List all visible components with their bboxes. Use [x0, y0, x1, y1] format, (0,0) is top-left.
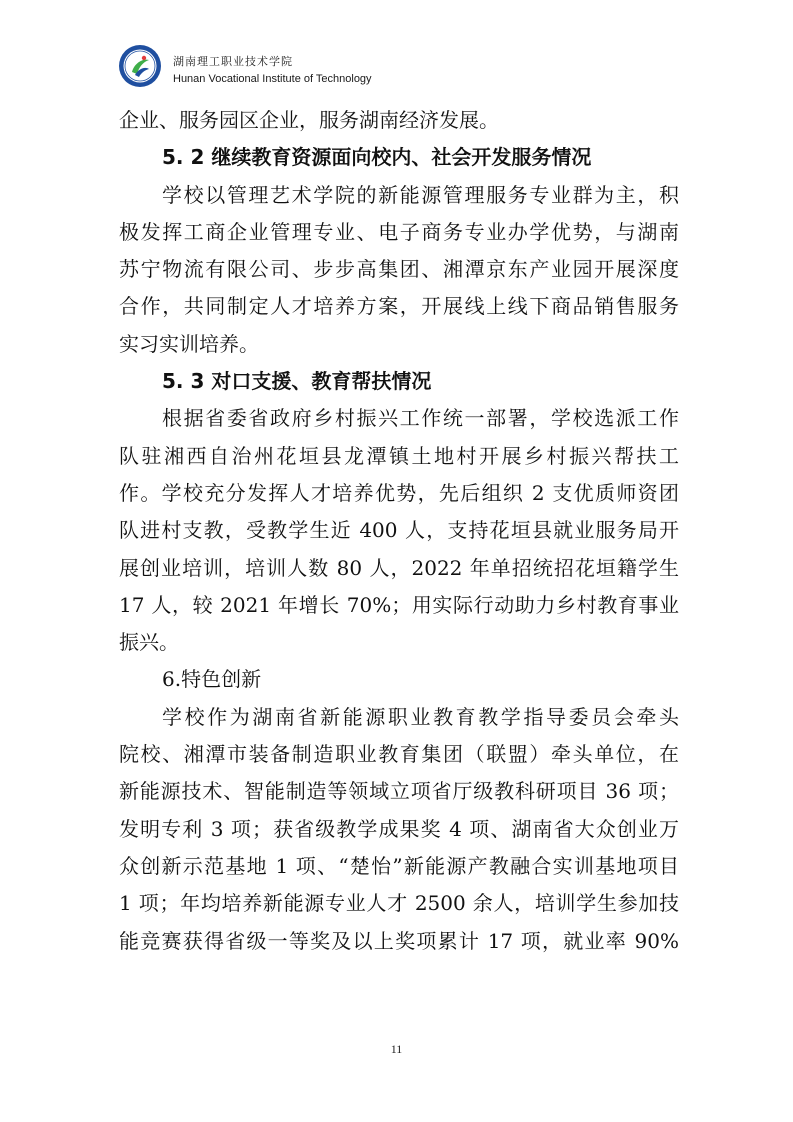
- paragraph-line: 学校作为湖南省新能源职业教育教学指导委员会牵头: [162, 704, 679, 729]
- paragraph-line: 苏宁物流有限公司、步步高集团、湘潭京东产业园开展深度: [119, 257, 679, 282]
- section-heading: 6.特色创新: [162, 667, 262, 692]
- paragraph-line: 实习实训培养。: [119, 331, 259, 356]
- paragraph-line: 发明专利 3 项；获省级教学成果奖 4 项、湖南省大众创业万: [119, 816, 679, 841]
- paragraph-line: 极发挥工商企业管理专业、电子商务专业办学优势，与湖南: [119, 219, 679, 244]
- section-heading: 5. 2 继续教育资源面向校内、社会开发服务情况: [162, 145, 592, 170]
- paragraph-line: 17 人，较 2021 年增长 70%；用实际行动助力乡村教育事业: [119, 592, 679, 617]
- paragraph-line: 能竞赛获得省级一等奖及以上奖项累计 17 项，就业率 90%: [119, 928, 679, 953]
- section-heading: 5. 3 对口支援、教育帮扶情况: [162, 369, 432, 394]
- paragraph-line: 学校以管理艺术学院的新能源管理服务专业群为主，积: [162, 182, 679, 207]
- paragraph-line: 振兴。: [119, 630, 179, 655]
- paragraph-line: 合作，共同制定人才培养方案，开展线上线下商品销售服务: [119, 294, 679, 319]
- school-name-en: Hunan Vocational Institute of Technology: [173, 73, 372, 85]
- school-emblem-icon: [118, 44, 162, 88]
- paragraph-line: 1 项；年均培养新能源专业人才 2500 余人，培训学生参加技: [119, 891, 679, 916]
- paragraph-line: 新能源技术、智能制造等领域立项省厅级教科研项目 36 项；: [119, 779, 679, 804]
- page-number: 11: [390, 1042, 403, 1056]
- paragraph-line: 作。学校充分发挥人才培养优势，先后组织 2 支优质师资团: [119, 480, 679, 505]
- paragraph-line: 队进村支教，受教学生近 400 人，支持花垣县就业服务局开: [119, 518, 679, 543]
- paragraph-line: 众创新示范基地 1 项、“楚怡”新能源产教融合实训基地项目: [119, 853, 679, 878]
- paragraph-line: 展创业培训，培训人数 80 人，2022 年单招统招花垣籍学生: [119, 555, 679, 580]
- school-name-cn: 湖南理工职业技术学院: [173, 55, 293, 68]
- paragraph-line: 院校、湘潭市装备制造职业教育集团（联盟）牵头单位，在: [119, 742, 679, 767]
- body-text: [119, 102, 679, 960]
- paragraph-line: 队驻湘西自治州花垣县龙潭镇土地村开展乡村振兴帮扶工: [119, 443, 679, 468]
- paragraph-line: 根据省委省政府乡村振兴工作统一部署，学校选派工作: [162, 406, 679, 431]
- paragraph-line: 企业、服务园区企业，服务湖南经济发展。: [119, 108, 499, 132]
